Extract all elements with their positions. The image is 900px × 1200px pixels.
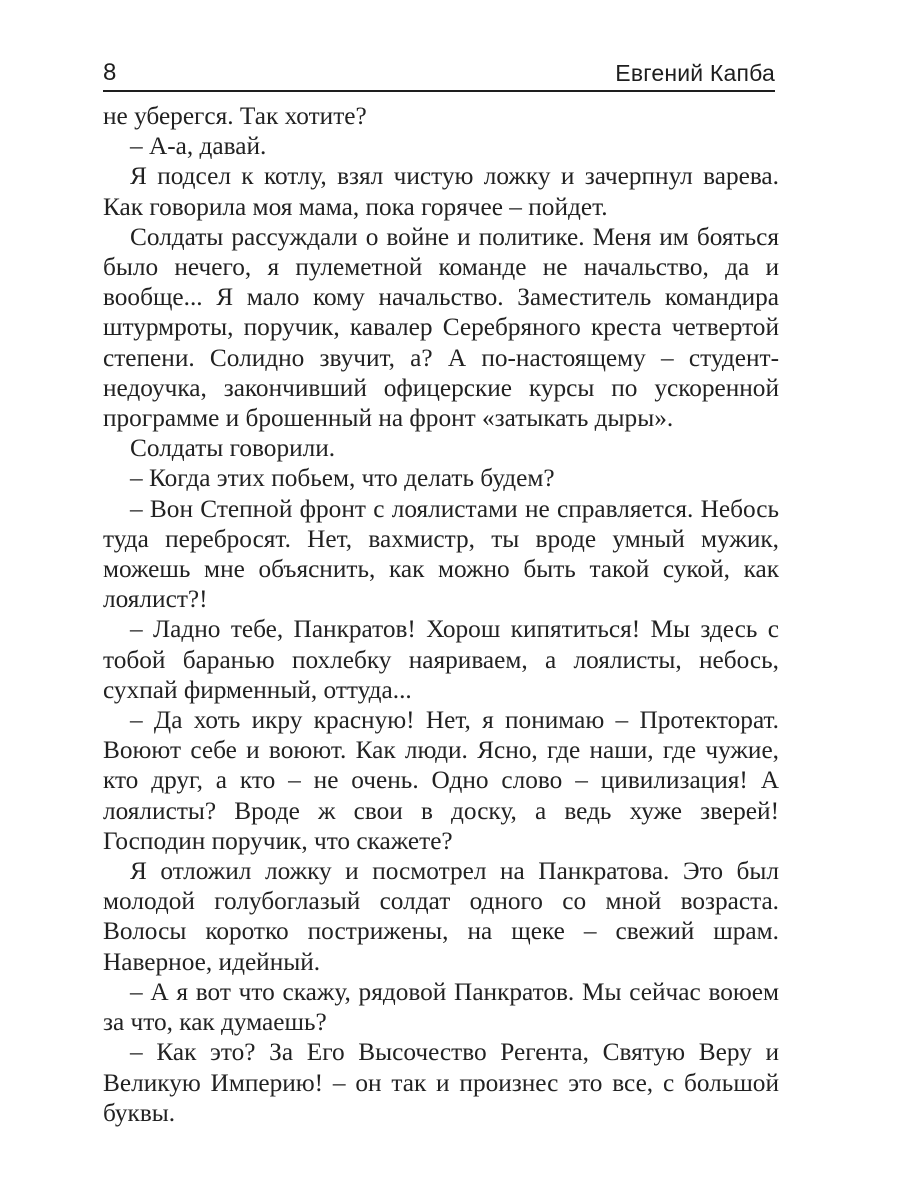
paragraph: – А-а, давай.: [130, 132, 267, 161]
author-name: Евгений Капба: [615, 60, 775, 86]
paragraph: Солдаты рассуждали о войне и политике. Меня им бояться было нечего, я пулеметной команде не начальство, да и вообще... Я мало кому начальство. Заместитель командира штурмроты, поручик, кавалер Серебряного креста четвертой степени. Солидно звучит, а? А по-настоящему – студент-недоучка, закончивший офицерские курсы по ускоренной программе и брошенный на фронт «затыкать дыры».: [103, 222, 779, 433]
paragraph: – Вон Степной фронт с лоялистами не справляется. Небось туда перебросят. Нет, вахмистр, ты вроде умный мужик, можешь мне объяснить, как можно быть такой сукой, как лоялист?!: [103, 494, 779, 614]
text-body: [103, 101, 779, 1128]
paragraph: не уберегся. Так хотите?: [103, 102, 367, 130]
paragraph: – Да хоть икру красную! Нет, я понимаю – Протекторат. Воюют себе и воюют. Как люди. Ясно, где наши, где чужие, кто друг, а кто – не очень. Одно слово – цивилизация! А лоялисты? Вроде ж свои в доску, а ведь хуже зверей! Господин поручик, что скажете?: [103, 706, 779, 855]
paragraph: – А я вот что скажу, рядовой Панкратов. Мы сейчас воюем за что, как думаешь?: [103, 977, 779, 1037]
running-head: [103, 56, 775, 92]
paragraph: – Как это? За Его Высочество Регента, Святую Веру и Великую Империю! – он так и произнес это все, с большой буквы.: [103, 1038, 779, 1127]
paragraph: Солдаты говорили.: [130, 434, 336, 463]
paragraph: Я подсел к котлу, взял чистую ложку и зачерпнул варева. Как говорила моя мама, пока горячее – пойдет.: [103, 162, 779, 221]
page-number: 8: [103, 59, 117, 86]
paragraph: – Когда этих побьем, что делать будем?: [130, 464, 555, 493]
paragraph: – Ладно тебе, Панкратов! Хорош кипятиться! Мы здесь с тобой баранью похлебку наяриваем, а лоялисты, небось, сухпай фирменный, оттуда...: [103, 615, 779, 704]
paragraph: Я отложил ложку и посмотрел на Панкратова. Это был молодой голубоглазый солдат одного со мной возраста. Волосы коротко пострижены, на щеке – свежий шрам. Наверное, идейный.: [103, 857, 779, 976]
